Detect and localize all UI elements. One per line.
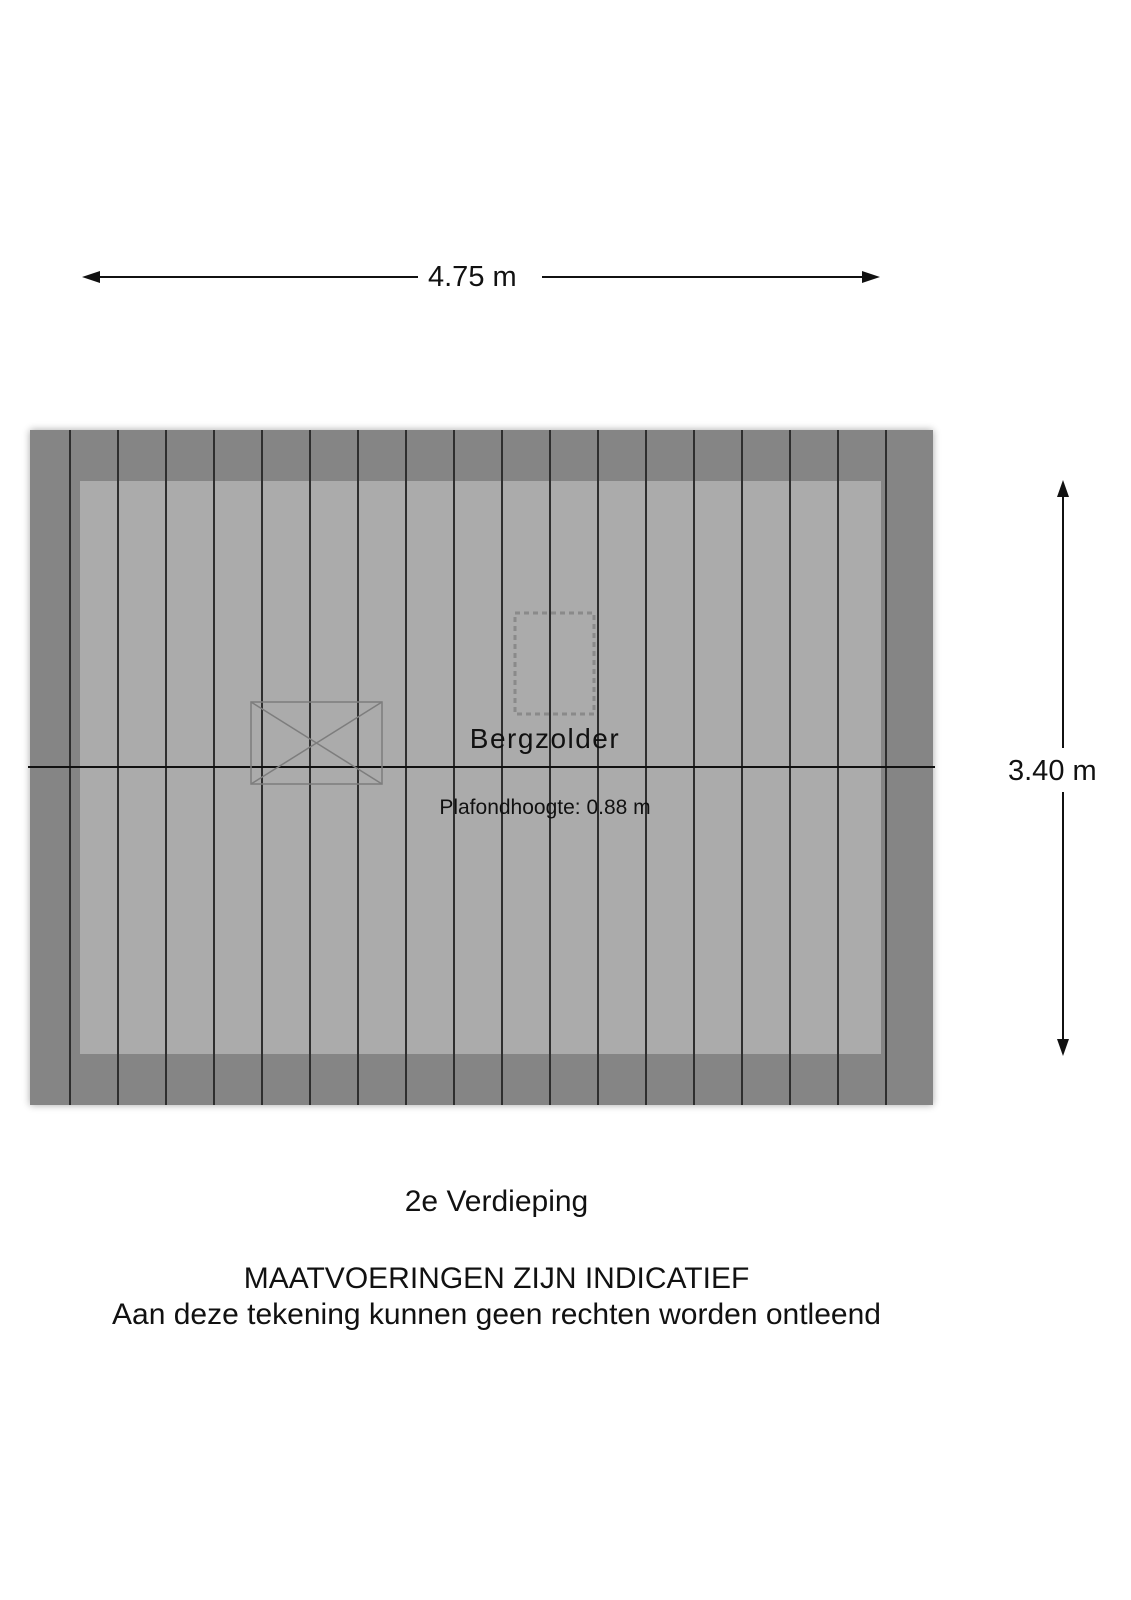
floor-name: 2e Verdieping [404, 1185, 589, 1218]
ceiling-height-label: Plafondhoogte: 0.88 m [439, 796, 651, 819]
width-dimension-label: 4.75 m [422, 260, 523, 294]
disclaimer-text: Aan deze tekening kunnen geen rechten worden ontleend [112, 1298, 881, 1331]
disclaimer-heading: MAATVOERINGEN ZIJN INDICATIEF [243, 1262, 750, 1295]
height-dimension-label: 3.40 m [1008, 750, 1097, 792]
room-name: Bergzolder [469, 723, 621, 754]
